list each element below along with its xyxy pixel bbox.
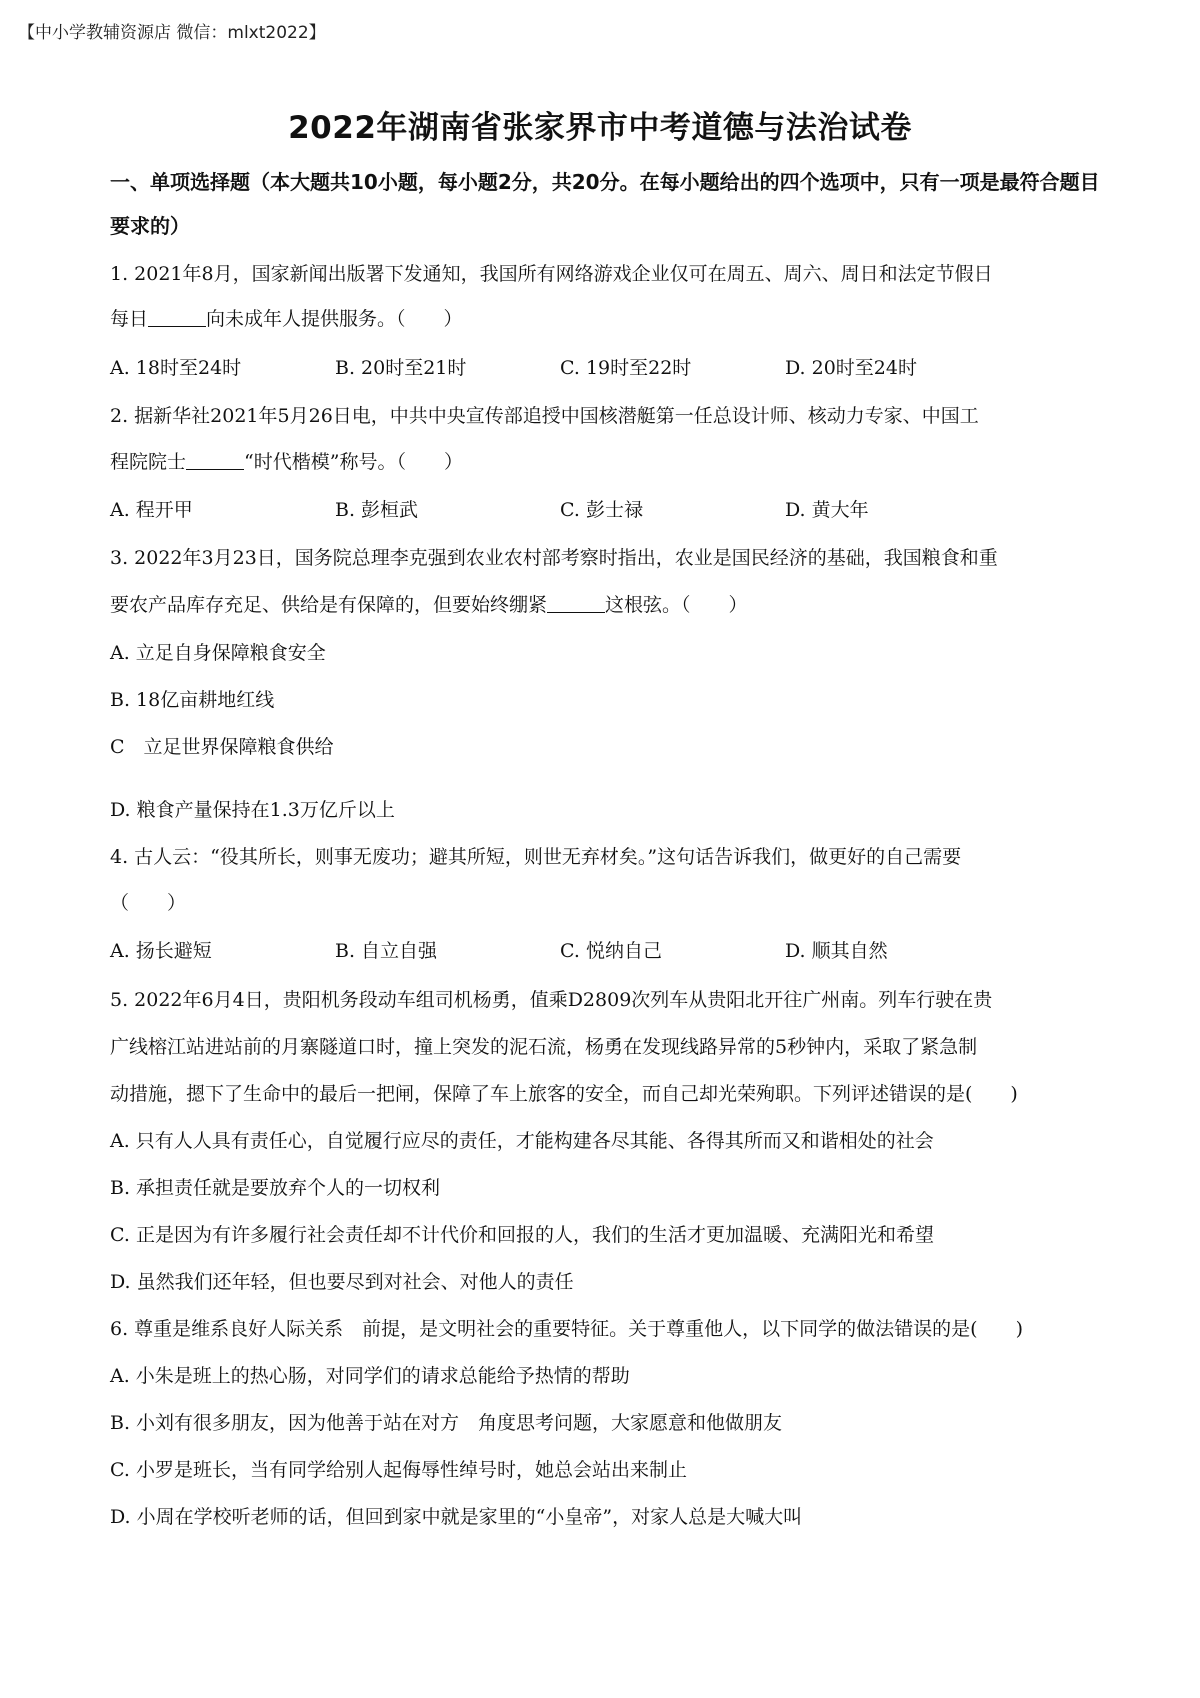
option-a: A. 18时至24时: [110, 357, 242, 379]
option-b: B. 20时至21时: [335, 357, 467, 379]
question-3-option-b: B. 18亿亩耕地红线: [110, 689, 275, 711]
option-b: B. 自立自强: [335, 940, 438, 962]
question-2-line-2: [110, 450, 463, 474]
option-c: C. 彭士禄: [560, 499, 643, 521]
question-4-options: [110, 939, 1010, 963]
question-1-line-2: [110, 307, 463, 331]
question-6-option-a: A. 小朱是班上的热心肠，对同学们的请求总能给予热情的帮助: [110, 1365, 630, 1387]
option-d: D. 黄大年: [785, 499, 869, 521]
question-5-line-2: 广线榕江站进站前的月寨隧道口时，撞上突发的泥石流，杨勇在发现线路异常的5秒钟内，采取了紧急制: [110, 1036, 978, 1058]
question-2-line-1: 2. 据新华社2021年5月26日电，中共中央宣传部追授中国核潜艇第一任总设计师、核动力专家、中国工: [110, 405, 979, 427]
question-4-line-2: （ ）: [110, 892, 187, 914]
answer-blank: [148, 308, 206, 327]
question-5-option-c: C. 正是因为有许多履行社会责任却不计代价和回报的人，我们的生活才更加温暖、充满阳光和希望: [110, 1224, 934, 1246]
question-3-line-1: 3. 2022年3月23日，国务院总理李克强到农业农村部考察时指出，农业是国民经济的基础，我国粮食和重: [110, 547, 998, 569]
question-5-option-d: D. 虽然我们还年轻，但也要尽到对社会、对他人的责任: [110, 1271, 574, 1293]
question-3-option-c: C 立足世界保障粮食供给: [110, 736, 334, 758]
question-1-text-before-blank: 每日: [110, 308, 149, 330]
question-3-option-a: A. 立足自身保障粮食安全: [110, 642, 326, 664]
option-d: D. 20时至24时: [785, 357, 917, 379]
question-2-options: [110, 498, 1010, 522]
question-4-line-1: 4. 古人云：“役其所长，则事无废功；避其所短，则世无弃材矣。”这句话告诉我们，做更好的自己需要: [110, 846, 962, 868]
question-3-text-after-blank: 这根弦。（ ）: [605, 594, 748, 616]
question-2-text-before-blank: 程院院士: [110, 451, 187, 473]
option-b: B. 彭桓武: [335, 499, 419, 521]
question-1-text-after-blank: 向未成年人提供服务。（ ）: [206, 308, 463, 330]
question-1-line-1: 1. 2021年8月，国家新闻出版署下发通知，我国所有网络游戏企业仅可在周五、周六、周日和法定节假日: [110, 263, 993, 285]
question-2-text-after-blank: “时代楷模”称号。（ ）: [244, 451, 463, 473]
question-3-line-2: [110, 593, 748, 617]
question-5-line-1: 5. 2022年6月4日，贵阳机务段动车组司机杨勇，值乘D2809次列车从贵阳北开往广州南。列车行驶在贵: [110, 989, 993, 1011]
option-c: C. 19时至22时: [560, 357, 692, 379]
option-a: A. 扬长避短: [110, 940, 212, 962]
question-3-text-before-blank: 要农产品库存充足、供给是有保障的，但要始终绷紧: [110, 594, 548, 616]
question-6-option-b: B. 小刘有很多朋友，因为他善于站在对方 角度思考问题，大家愿意和他做朋友: [110, 1412, 783, 1434]
option-d: D. 顺其自然: [785, 940, 888, 962]
question-6-line-1: 6. 尊重是维系良好人际关系 前提，是文明社会的重要特征。关于尊重他人，以下同学的做法错误的是( ): [110, 1318, 1023, 1340]
question-1-options: [110, 356, 1010, 380]
question-5-line-3: 动措施，摁下了生命中的最后一把闸，保障了车上旅客的安全，而自己却光荣殉职。下列评述错误的是( ): [110, 1083, 1018, 1105]
question-5-option-a: A. 只有人人具有责任心，自觉履行应尽的责任，才能构建各尽其能、各得其所而又和谐相处的社会: [110, 1130, 934, 1152]
question-5-option-b: B. 承担责任就是要放弃个人的一切权利: [110, 1177, 441, 1199]
option-c: C. 悦纳自己: [560, 940, 662, 962]
answer-blank: [186, 451, 244, 470]
exam-title: 2022年湖南省张家界市中考道德与法治试卷: [288, 110, 912, 146]
watermark: 【中小学教辅资源店 微信：mlxt2022】: [18, 23, 326, 43]
question-6-option-d: D. 小周在学校听老师的话，但回到家中就是家里的“小皇帝”，对家人总是大喊大叫: [110, 1506, 803, 1528]
question-3-option-d: D. 粮食产量保持在1.3万亿斤以上: [110, 799, 395, 821]
question-6-option-c: C. 小罗是班长，当有同学给别人起侮辱性绰号时，她总会站出来制止: [110, 1459, 687, 1481]
option-a: A. 程开甲: [110, 499, 193, 521]
section-heading: 一、单项选择题（本大题共10小题，每小题2分，共20分。在每小题给出的四个选项中，只有一项是最符合题目要求的）: [110, 170, 1100, 238]
answer-blank: [547, 594, 605, 613]
